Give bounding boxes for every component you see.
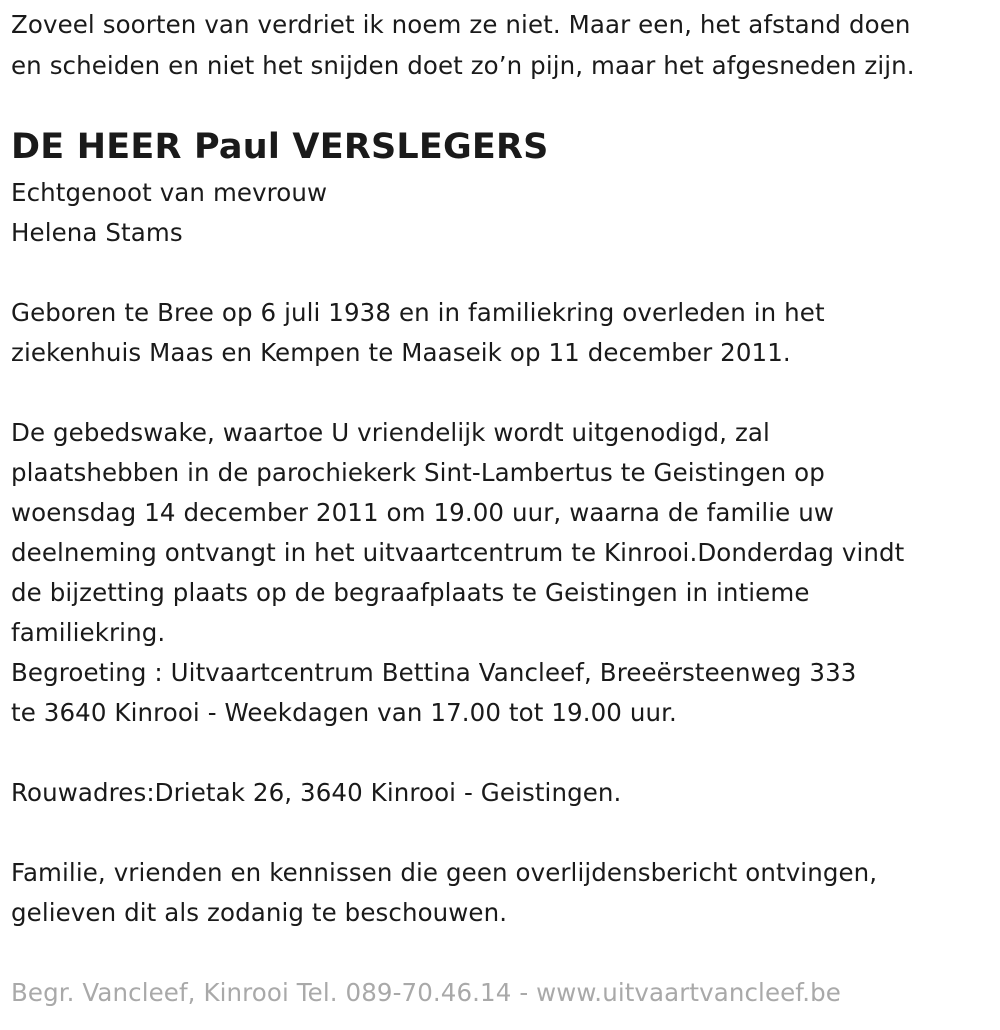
ceremony-line-1: De gebedswake, waartoe U vriendelijk wordt uitgenodigd, zal xyxy=(11,418,770,447)
visitation-line-2: te 3640 Kinrooi - Weekdagen van 17.00 tot 19.00 uur. xyxy=(11,698,677,727)
spouse-line-1: Echtgenoot van mevrouw xyxy=(11,178,328,207)
quote-line-1: Zoveel soorten van verdriet ik noem ze niet. Maar een, het afstand doen xyxy=(11,10,911,39)
ceremony-line-6: familiekring. xyxy=(11,618,166,647)
visitation-line-1: Begroeting : Uitvaartcentrum Bettina Vancleef, Breeërsteenweg 333 xyxy=(11,658,857,687)
ceremony-line-5: de bijzetting plaats op de begraafplaats te Geistingen in intieme xyxy=(11,578,810,607)
ceremony-line-4: deelneming ontvangt in het uitvaartcentrum te Kinrooi.Donderdag vindt xyxy=(11,538,905,567)
mourning-address: Rouwadres:Drietak 26, 3640 Kinrooi - Geistingen. xyxy=(11,778,622,807)
ceremony-line-2: plaatshebben in de parochiekerk Sint-Lambertus te Geistingen op xyxy=(11,458,825,487)
ceremony-line-3: woensdag 14 december 2011 om 19.00 uur, waarna de familie uw xyxy=(11,498,834,527)
quote-line-2: en scheiden en niet het snijden doet zo’n pijn, maar het afgesneden zijn. xyxy=(11,51,915,80)
birth-death-line-1: Geboren te Bree op 6 juli 1938 en in familiekring overleden in het xyxy=(11,298,825,327)
notice-line-2: gelieven dit als zodanig te beschouwen. xyxy=(11,898,508,927)
birth-death-line-2: ziekenhuis Maas en Kempen te Maaseik op 11 december 2011. xyxy=(11,338,791,367)
funeral-home-footer: Begr. Vancleef, Kinrooi Tel. 089-70.46.14 - www.uitvaartvancleef.be xyxy=(11,978,841,1007)
notice-line-1: Familie, vrienden en kennissen die geen overlijdensbericht ontvingen, xyxy=(11,858,878,887)
spouse-line-2: Helena Stams xyxy=(11,218,183,247)
deceased-name: DE HEER Paul VERSLEGERS xyxy=(11,127,549,167)
